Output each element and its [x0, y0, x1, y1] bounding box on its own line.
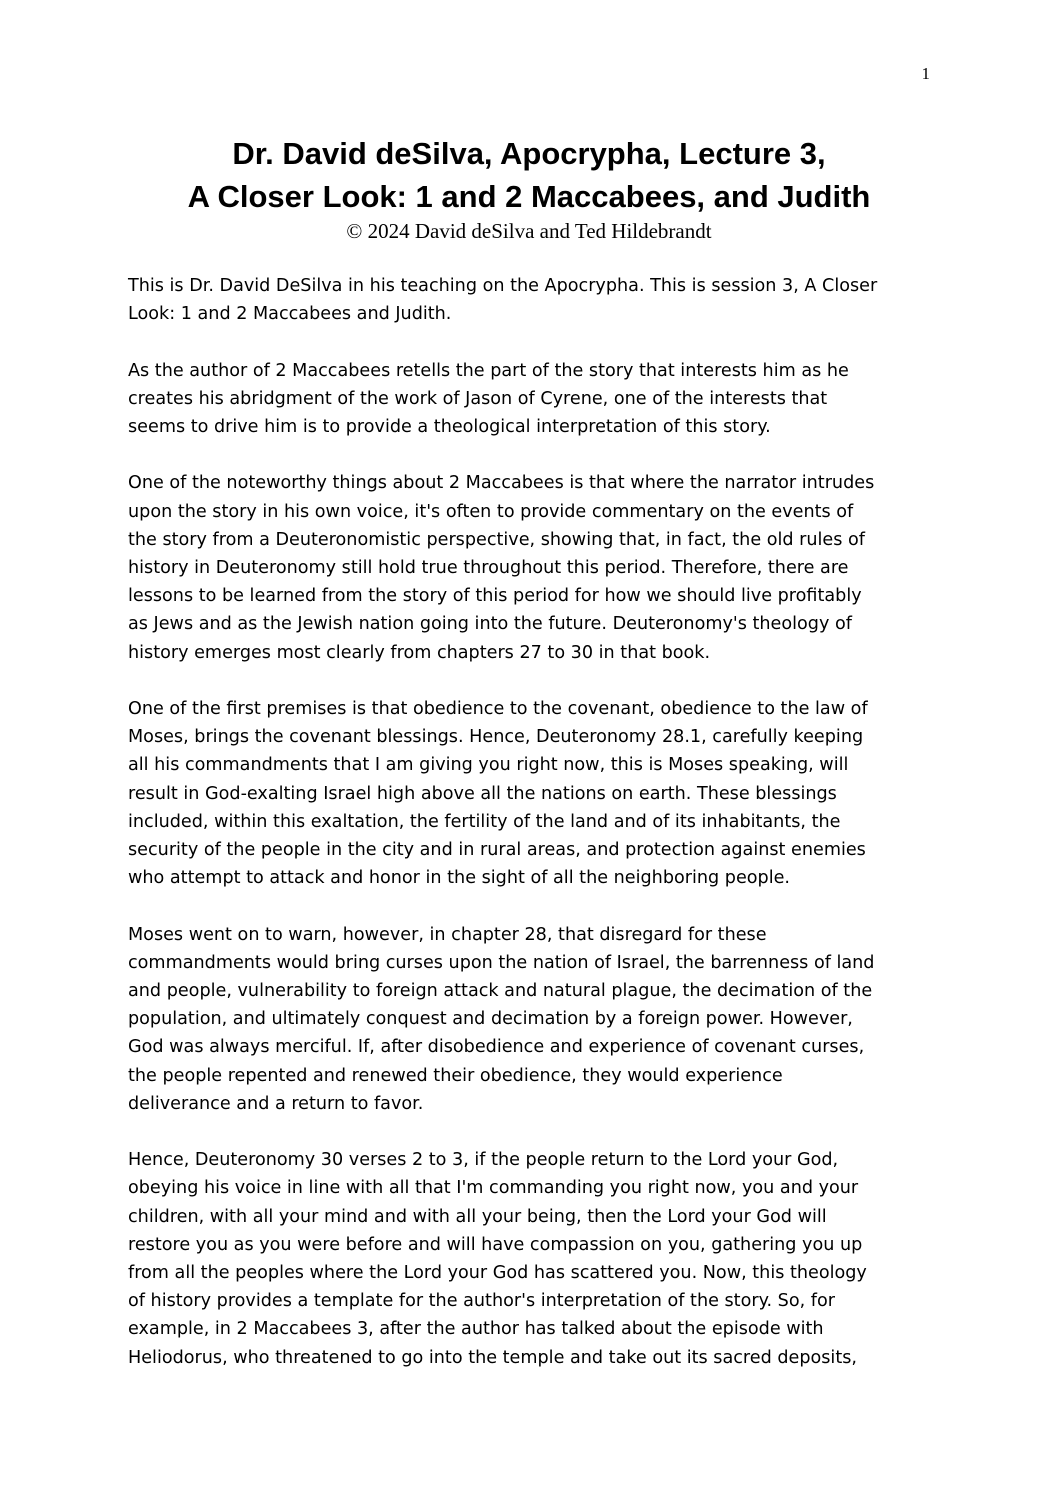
text-line: from all the peoples where the Lord your God has scattered you. Now, this theology — [128, 1263, 867, 1284]
text-line: all his commandments that I am giving you right now, this is Moses speaking, will — [128, 755, 849, 776]
text-line: commandments would bring curses upon the nation of Israel, the barrenness of land — [128, 952, 875, 973]
text-line: population, and ultimately conquest and decimation by a foreign power. However, — [128, 1009, 853, 1030]
paragraph — [128, 357, 930, 442]
text-line: Moses, brings the covenant blessings. Hence, Deuteronomy 28.1, carefully keeping — [128, 727, 864, 748]
text-line: history in Deuteronomy still hold true throughout this period. Therefore, there are — [128, 558, 849, 578]
text-line: who attempt to attack and honor in the sight of all the neighboring people. — [128, 868, 791, 889]
text-line: obeying his voice in line with all that I'm commanding you right now, you and your — [128, 1178, 859, 1199]
document-body — [128, 272, 930, 1400]
paragraph — [128, 1146, 930, 1372]
text-line: the story from a Deuteronomistic perspective, showing that, in fact, the old rules of — [128, 529, 865, 550]
title-line-2: A Closer Look: 1 and 2 Maccabees, and Judith — [187, 179, 871, 214]
text-line: lessons to be learned from the story of this period for how we should live profitably — [128, 586, 862, 607]
text-line: One of the noteworthy things about 2 Maccabees is that where the narrator intrudes — [128, 473, 875, 494]
text-line: One of the first premises is that obedience to the covenant, obedience to the law of — [128, 699, 868, 719]
text-line: history emerges most clearly from chapters 27 to 30 in that book. — [128, 642, 711, 663]
copyright-notice: © 2024 David deSilva and Ted Hildebrandt — [346, 219, 712, 243]
text-line: the people repented and renewed their obedience, they would experience — [128, 1065, 783, 1086]
paragraph — [128, 695, 930, 892]
text-line: as Jews and as the Jewish nation going into the future. Deuteronomy's theology of — [128, 614, 852, 635]
text-line: God was always merciful. If, after disobedience and experience of covenant curses, — [128, 1037, 865, 1058]
text-line: restore you as you were before and will have compassion on you, gathering you up — [128, 1234, 863, 1255]
text-line: result in God-exalting Israel high above all the nations on earth. These blessings — [128, 783, 837, 804]
text-line: deliverance and a return to favor. — [128, 1093, 424, 1114]
text-line: This is Dr. David DeSilva in his teaching on the Apocrypha. This is session 3, A Closer — [128, 276, 878, 296]
text-line: seems to drive him is to provide a theological interpretation of this story. — [128, 417, 771, 437]
text-line: Look: 1 and 2 Maccabees and Judith. — [128, 304, 452, 325]
text-line: included, within this exaltation, the fertility of the land and of its inhabitants, the — [128, 811, 841, 832]
page-number: 1 — [921, 64, 930, 83]
text-line: of history provides a template for the author's interpretation of the story. So, for — [128, 1291, 835, 1312]
paragraph — [128, 469, 930, 666]
text-line: As the author of 2 Maccabees retells the part of the story that interests him as he — [128, 360, 849, 381]
paragraph — [128, 272, 930, 328]
text-line: and people, vulnerability to foreign attack and natural plague, the decimation of the — [128, 981, 873, 1002]
text-line: Hence, Deuteronomy 30 verses 2 to 3, if the people return to the Lord your God, — [128, 1150, 839, 1171]
text-line: Heliodorus, who threatened to go into the temple and take out its sacred deposits, — [128, 1347, 857, 1368]
text-line: security of the people in the city and in rural areas, and protection against enemies — [128, 840, 866, 861]
text-line: children, with all your mind and with all your being, then the Lord your God will — [128, 1206, 827, 1227]
title-line-1: Dr. David deSilva, Apocrypha, Lecture 3, — [232, 136, 826, 171]
text-line: creates his abridgment of the work of Jason of Cyrene, one of the interests that — [128, 388, 828, 409]
document-header — [0, 132, 1058, 244]
text-line: Moses went on to warn, however, in chapter 28, that disregard for these — [128, 924, 767, 945]
text-line: upon the story in his own voice, it's often to provide commentary on the events of — [128, 501, 854, 522]
paragraph — [128, 921, 930, 1118]
text-line: example, in 2 Maccabees 3, after the author has talked about the episode with — [128, 1319, 824, 1340]
